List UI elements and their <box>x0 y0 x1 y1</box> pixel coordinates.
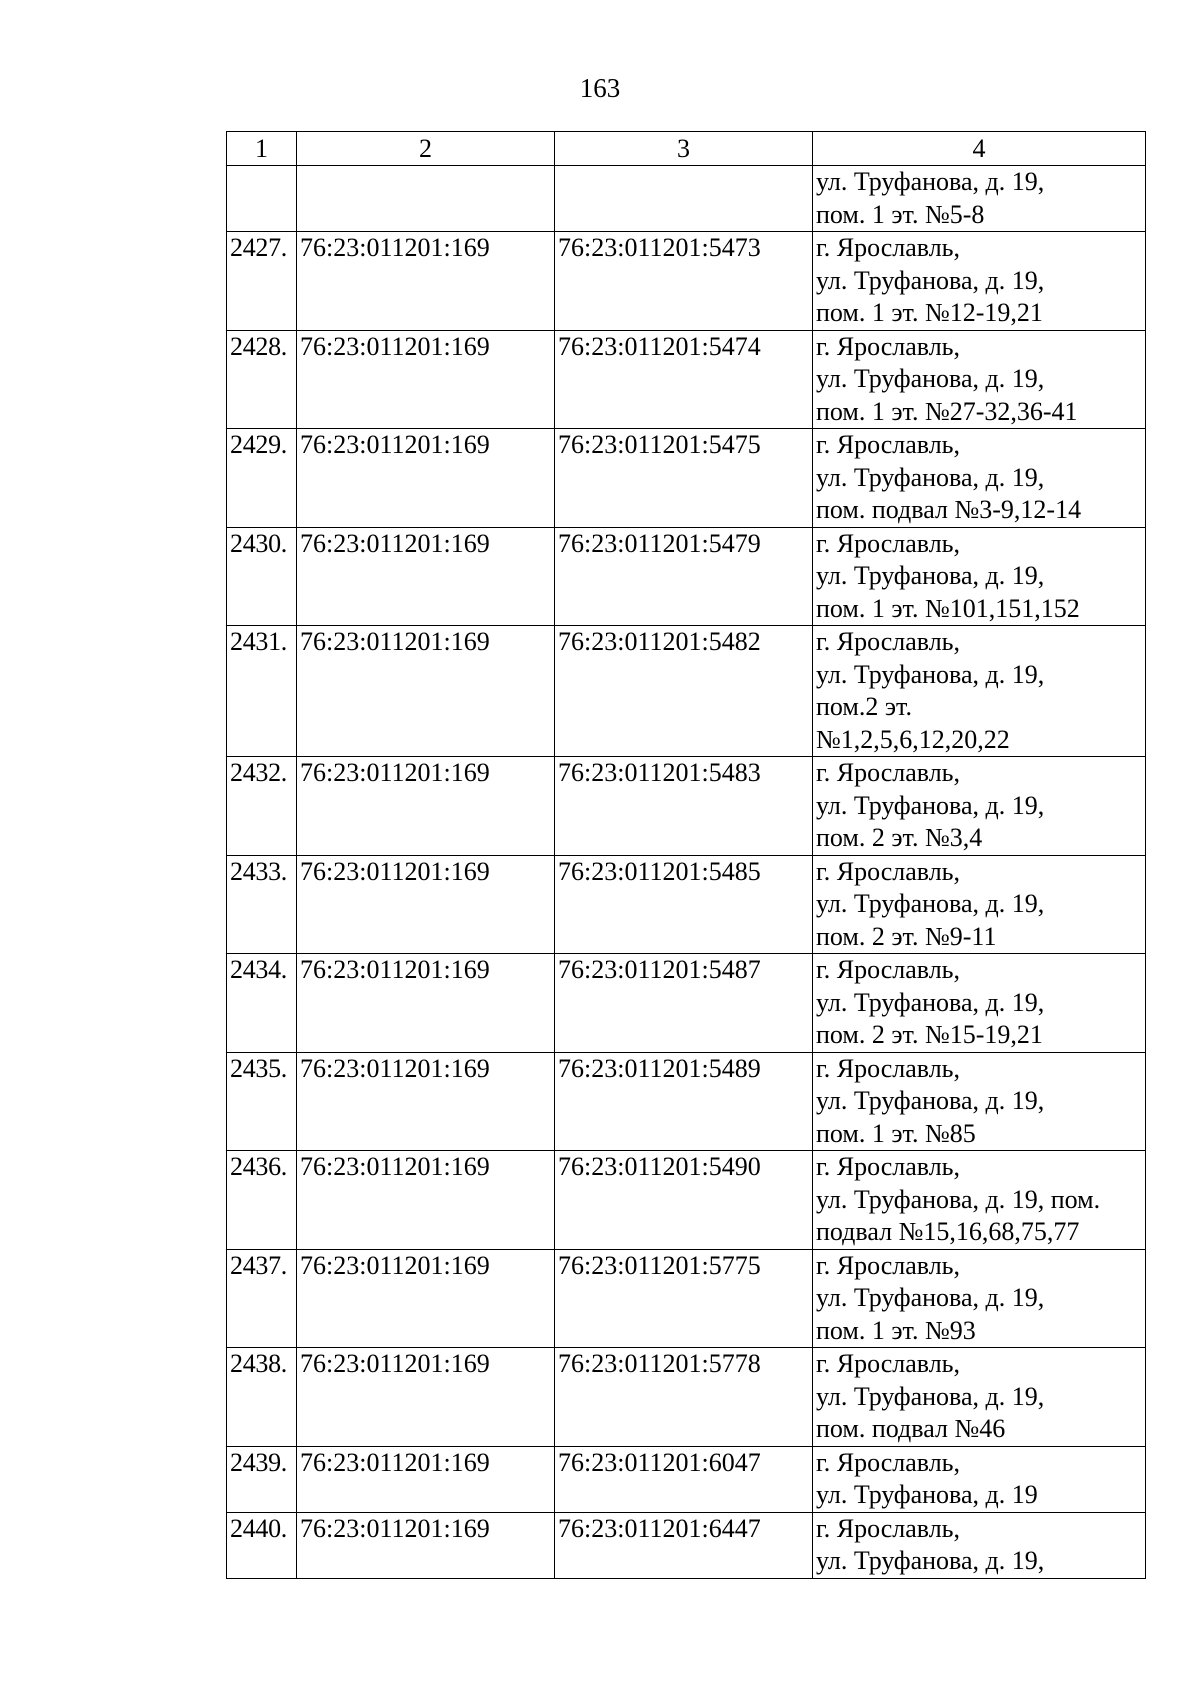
address-line: ул. Труфанова, д. 19, <box>816 987 1045 1017</box>
row-number-cell: 2435. <box>227 1052 297 1151</box>
parcel-number-cell: 76:23:011201:169 <box>297 626 555 757</box>
table-body <box>227 166 1146 1579</box>
address-line: ул. Труфанова, д. 19, <box>816 1546 1045 1575</box>
address-cell <box>813 1446 1146 1512</box>
parcel-number-cell: 76:23:011201:169 <box>297 429 555 528</box>
table-row <box>227 757 1146 856</box>
address-cell <box>813 757 1146 856</box>
address-line: г. Ярославль, <box>816 528 961 558</box>
address-line: ул. Труфанова, д. 19, пом. <box>816 1184 1101 1214</box>
address-line: г. Ярославль, <box>816 233 961 262</box>
row-number-cell <box>227 166 297 232</box>
address-line: пом. 2 эт. №3,4 <box>816 823 983 852</box>
table-row <box>227 527 1146 626</box>
address-line: ул. Труфанова, д. 19, <box>816 462 1045 492</box>
row-number-cell: 2434. <box>227 954 297 1053</box>
address-line: г. Ярославль, <box>816 627 961 656</box>
address-line: ул. Труфанова, д. 19, <box>816 1086 1045 1115</box>
row-number-cell: 2427. <box>227 232 297 331</box>
row-number-cell: 2439. <box>227 1446 297 1512</box>
page-number-wrapper <box>0 70 1200 106</box>
table-row <box>227 1512 1146 1578</box>
object-number-cell: 76:23:011201:5483 <box>555 757 813 856</box>
parcel-number-cell: 76:23:011201:169 <box>297 954 555 1053</box>
table-row <box>227 330 1146 429</box>
parcel-number-cell: 76:23:011201:169 <box>297 855 555 954</box>
table-row <box>227 232 1146 331</box>
table-row <box>227 1446 1146 1512</box>
address-line: г. Ярославль, <box>816 1053 961 1083</box>
address-line: №1,2,5,6,12,20,22 <box>816 724 1010 754</box>
parcel-number-cell: 76:23:011201:169 <box>297 1512 555 1578</box>
address-line: пом. 1 эт. №85 <box>816 1118 976 1148</box>
table-row <box>227 1052 1146 1151</box>
parcel-number-cell: 76:23:011201:169 <box>297 1151 555 1250</box>
address-line: пом. 1 эт. №93 <box>816 1315 976 1345</box>
object-number-cell: 76:23:011201:5475 <box>555 429 813 528</box>
address-line: ул. Труфанова, д. 19, <box>816 659 1045 689</box>
object-number-cell: 76:23:011201:5479 <box>555 527 813 626</box>
page-number: 163 <box>579 73 621 103</box>
address-line: г. Ярославль, <box>816 758 961 787</box>
header-cell-1: 1 <box>227 132 297 166</box>
address-line: пом. 1 эт. №12-19,21 <box>816 298 1043 327</box>
row-number-cell: 2437. <box>227 1249 297 1348</box>
address-line: ул. Труфанова, д. 19, <box>816 561 1045 590</box>
row-number-cell: 2436. <box>227 1151 297 1250</box>
address-cell <box>813 330 1146 429</box>
parcel-number-cell: 76:23:011201:169 <box>297 232 555 331</box>
object-number-cell: 76:23:011201:5775 <box>555 1249 813 1348</box>
address-cell <box>813 527 1146 626</box>
row-number-cell: 2430. <box>227 527 297 626</box>
address-line: г. Ярославль, <box>816 1250 961 1280</box>
address-line: ул. Труфанова, д. 19, <box>816 265 1045 295</box>
address-line: ул. Труфанова, д. 19, <box>816 364 1045 393</box>
object-number-cell: 76:23:011201:5778 <box>555 1348 813 1447</box>
row-number-cell: 2429. <box>227 429 297 528</box>
address-line: ул. Труфанова, д. 19, <box>816 167 1045 196</box>
table-row <box>227 626 1146 757</box>
header-cell-4: 4 <box>813 132 1146 166</box>
address-line: пом. 2 эт. №9-11 <box>816 921 997 951</box>
address-cell <box>813 1512 1146 1578</box>
address-cell <box>813 954 1146 1053</box>
table-row <box>227 166 1146 232</box>
object-number-cell: 76:23:011201:5487 <box>555 954 813 1053</box>
address-line: г. Ярославль, <box>816 1349 961 1378</box>
table-header <box>227 132 1146 166</box>
address-cell <box>813 1052 1146 1151</box>
address-line: г. Ярославль, <box>816 430 961 459</box>
address-line: подвал №15,16,68,75,77 <box>816 1217 1080 1246</box>
address-cell <box>813 232 1146 331</box>
table-row <box>227 954 1146 1053</box>
address-line: г. Ярославль, <box>816 856 961 886</box>
row-number-cell: 2432. <box>227 757 297 856</box>
row-number-cell: 2428. <box>227 330 297 429</box>
address-line: пом. подвал №3-9,12-14 <box>816 495 1082 524</box>
object-number-cell: 76:23:011201:5473 <box>555 232 813 331</box>
address-cell <box>813 1151 1146 1250</box>
parcel-number-cell: 76:23:011201:169 <box>297 1249 555 1348</box>
address-line: г. Ярославль, <box>816 331 961 361</box>
parcel-number-cell: 76:23:011201:169 <box>297 527 555 626</box>
object-number-cell: 76:23:011201:5474 <box>555 330 813 429</box>
address-line: пом.2 эт. <box>816 692 912 721</box>
table-row <box>227 1348 1146 1447</box>
address-cell <box>813 166 1146 232</box>
object-number-cell: 76:23:011201:5485 <box>555 855 813 954</box>
parcel-number-cell <box>297 166 555 232</box>
object-number-cell: 76:23:011201:6447 <box>555 1512 813 1578</box>
address-line: пом. 2 эт. №15-19,21 <box>816 1020 1043 1049</box>
address-line: ул. Труфанова, д. 19, <box>816 1283 1045 1312</box>
address-cell <box>813 1348 1146 1447</box>
table-row <box>227 855 1146 954</box>
address-line: г. Ярославль, <box>816 1447 961 1477</box>
registry-table <box>226 131 1146 1579</box>
address-line: ул. Труфанова, д. 19, <box>816 790 1045 820</box>
table-row <box>227 1249 1146 1348</box>
parcel-number-cell: 76:23:011201:169 <box>297 330 555 429</box>
object-number-cell: 76:23:011201:5489 <box>555 1052 813 1151</box>
object-number-cell: 76:23:011201:5482 <box>555 626 813 757</box>
parcel-number-cell: 76:23:011201:169 <box>297 1348 555 1447</box>
address-line: пом. 1 эт. №27-32,36-41 <box>816 396 1078 426</box>
parcel-number-cell: 76:23:011201:169 <box>297 1052 555 1151</box>
address-line: ул. Труфанова, д. 19 <box>816 1480 1038 1509</box>
header-row <box>227 132 1146 166</box>
parcel-number-cell: 76:23:011201:169 <box>297 757 555 856</box>
object-number-cell <box>555 166 813 232</box>
address-line: ул. Труфанова, д. 19, <box>816 889 1045 918</box>
address-line: пом. 1 эт. №5-8 <box>816 199 985 229</box>
table-row <box>227 1151 1146 1250</box>
address-line: г. Ярославль, <box>816 955 961 984</box>
table-row <box>227 429 1146 528</box>
address-line: пом. 1 эт. №101,151,152 <box>816 593 1080 623</box>
header-cell-3: 3 <box>555 132 813 166</box>
address-line: ул. Труфанова, д. 19, <box>816 1381 1045 1411</box>
header-cell-2: 2 <box>297 132 555 166</box>
address-line: г. Ярославль, <box>816 1152 961 1181</box>
address-line: г. Ярославль, <box>816 1513 961 1543</box>
parcel-number-cell: 76:23:011201:169 <box>297 1446 555 1512</box>
row-number-cell: 2440. <box>227 1512 297 1578</box>
address-cell <box>813 855 1146 954</box>
row-number-cell: 2431. <box>227 626 297 757</box>
address-cell <box>813 626 1146 757</box>
row-number-cell: 2433. <box>227 855 297 954</box>
address-cell <box>813 1249 1146 1348</box>
address-line: пом. подвал №46 <box>816 1414 1006 1443</box>
object-number-cell: 76:23:011201:5490 <box>555 1151 813 1250</box>
address-cell <box>813 429 1146 528</box>
object-number-cell: 76:23:011201:6047 <box>555 1446 813 1512</box>
row-number-cell: 2438. <box>227 1348 297 1447</box>
